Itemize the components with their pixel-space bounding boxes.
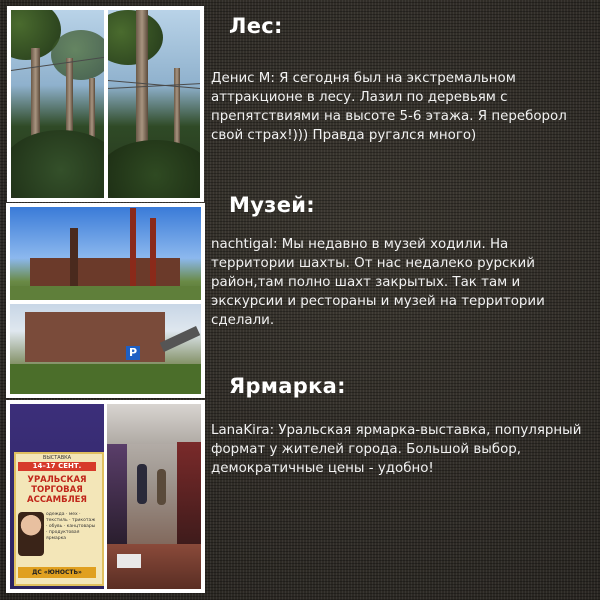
poster-title-1: УРАЛЬСКАЯ: [27, 475, 87, 485]
section-heading-fair: Ярмарка:: [229, 374, 346, 398]
poster-top-label: ВЫСТАВКА: [42, 455, 72, 461]
parking-sign: P: [126, 346, 140, 360]
poster-dates: 14–17 СЕНТ.: [18, 462, 96, 471]
section-text-museum: nachtigal: Мы недавно в музей ходили. На территории шахты. От нас недалеко рурский район,там полно шахт закрытых. Так там и экскурсии и рестораны и музей на территории сделали.: [211, 237, 545, 328]
poster-woman-image: [18, 512, 44, 556]
poster-items: одежда · мех · текстиль · трикотаж · обувь · канцтовары · продуктовая ярмарка: [46, 512, 96, 541]
section-heading-forest: Лес:: [229, 14, 283, 38]
forest-photo-right: [108, 10, 200, 198]
section-heading-museum: Музей:: [229, 193, 315, 217]
poster-title-2: ТОРГОВАЯ: [31, 485, 83, 495]
section-text-forest: Денис М: Я сегодня был на экстремальном аттракционе в лесу. Лазил по деревьям с препятствиями на высоте 5-6 этажа. Я переборол свой страх!))) Правда ругался много): [211, 71, 567, 143]
poster-title-3: АССАМБЛЕЯ: [27, 495, 87, 505]
fair-market-photo: [107, 404, 201, 589]
section-text-fair: LanaKira: Уральская ярмарка-выставка, популярный формат у жителей города. Большой выбор, демократичные цены - удобно!: [211, 423, 582, 476]
museum-photo-top: [10, 207, 201, 300]
poster-footer: ДС «ЮНОСТЬ»: [18, 567, 96, 578]
forest-photo-left: [11, 10, 104, 198]
museum-photo-bottom: [10, 304, 201, 394]
fair-poster-photo: [10, 404, 104, 589]
